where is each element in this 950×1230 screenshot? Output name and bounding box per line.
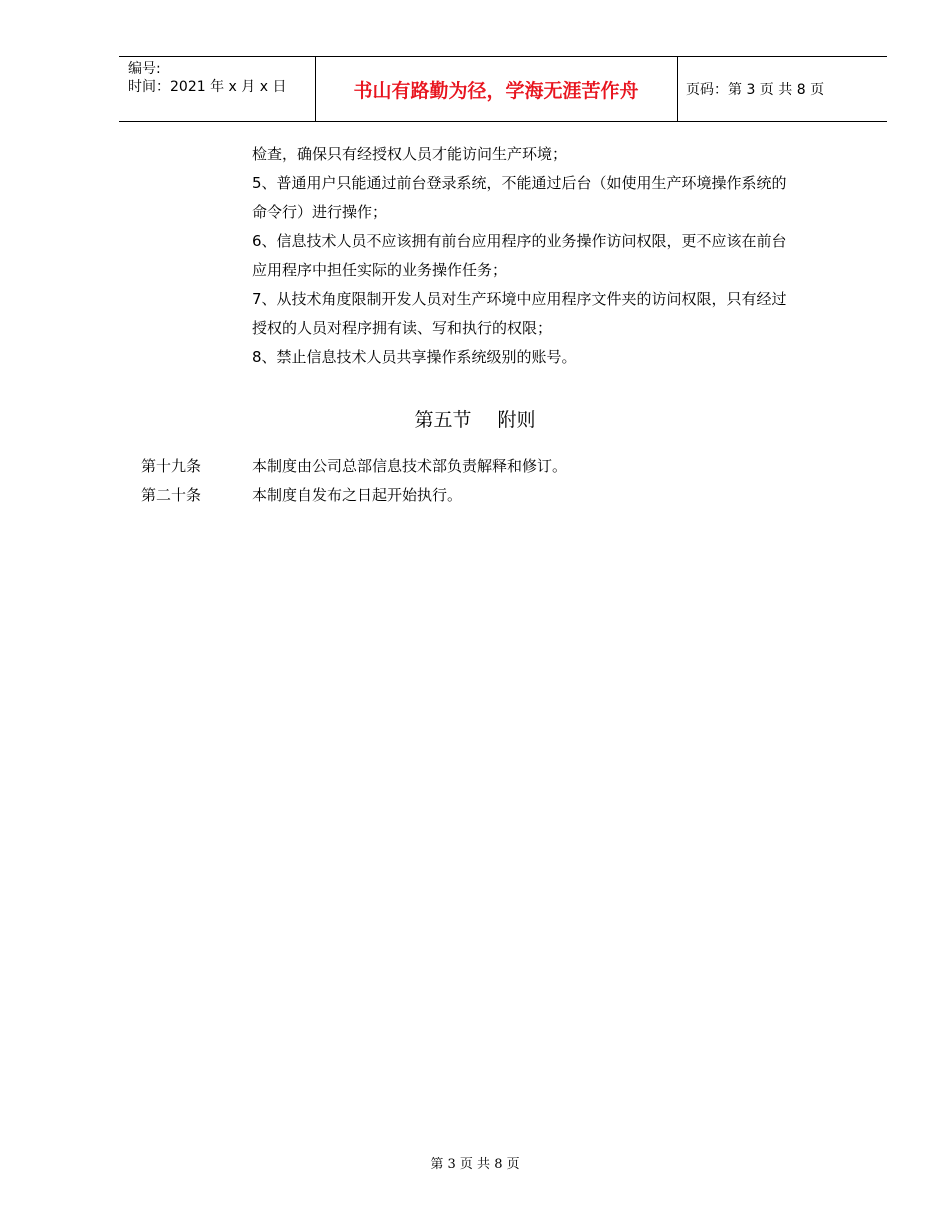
header-page-cell bbox=[677, 57, 887, 121]
article-number: 第十九条 bbox=[141, 457, 202, 475]
section-title bbox=[0, 408, 950, 432]
document-number-label: 编号: bbox=[128, 61, 161, 77]
header-meta-cell bbox=[119, 57, 316, 121]
header-page-code: 页码：第 3 页 共 8 页 bbox=[686, 82, 825, 98]
body-line: 命令行）进行操作； bbox=[252, 203, 388, 221]
body-line: 7、从技术角度限制开发人员对生产环境中应用程序文件夹的访问权限，只有经过 bbox=[252, 290, 787, 308]
section-name: 附则 bbox=[497, 409, 536, 431]
body-line: 应用程序中担任实际的业务操作任务； bbox=[252, 261, 508, 279]
body-line: 6、信息技术人员不应该拥有前台应用程序的业务操作访问权限，更不应该在前台 bbox=[252, 232, 787, 250]
body-line: 授权的人员对程序拥有读、写和执行的权限； bbox=[252, 319, 553, 337]
article-number: 第二十条 bbox=[141, 486, 202, 504]
body-line: 5、普通用户只能通过前台登录系统，不能通过后台（如使用生产环境操作系统的 bbox=[252, 174, 787, 192]
document-time-label: 时间：2021 年 x 月 x 日 bbox=[128, 79, 287, 95]
header-motto: 书山有路勤为径，学海无涯苦作舟 bbox=[353, 80, 639, 102]
page-header bbox=[119, 56, 887, 122]
article-text: 本制度自发布之日起开始执行。 bbox=[252, 486, 463, 504]
section-number: 第五节 bbox=[414, 409, 472, 431]
body-line: 检查，确保只有经授权人员才能访问生产环境； bbox=[252, 145, 568, 163]
page-footer: 第 3 页 共 8 页 bbox=[430, 1157, 520, 1172]
body-line: 8、禁止信息技术人员共享操作系统级别的账号。 bbox=[252, 348, 577, 366]
article-text: 本制度由公司总部信息技术部负责解释和修订。 bbox=[252, 457, 568, 475]
header-motto-cell bbox=[315, 57, 678, 121]
